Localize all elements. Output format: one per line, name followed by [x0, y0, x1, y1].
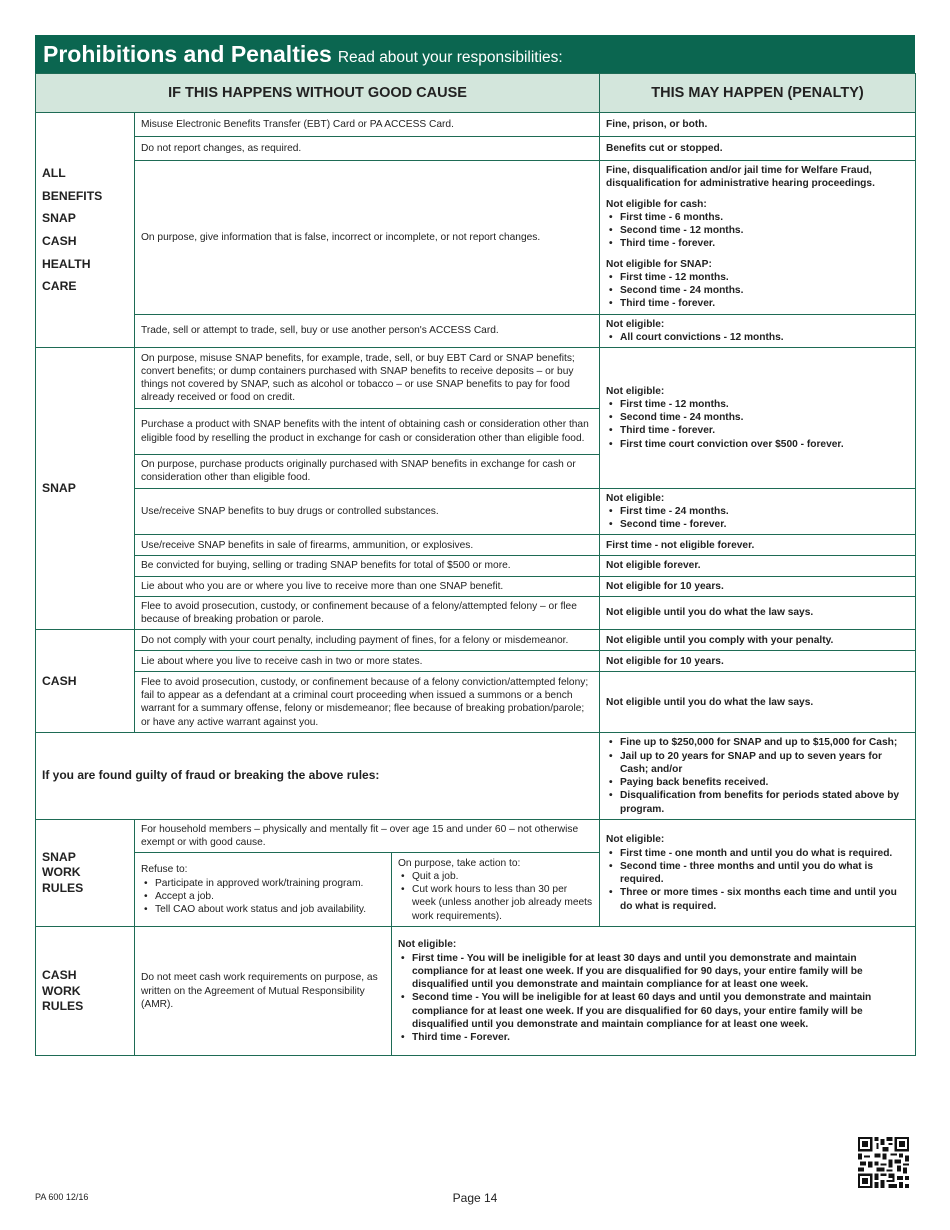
penalty-cell: Fine, disqualification and/or jail time for Welfare Fraud, disqualification for administrative hearing proceedings. Not eligible for cash: • First time - 6 months. • Second time - 12 months. • Third time - forever. Not eligible for SNAP: • First time - 12 months. • Second time - 24 months. • Third time - forever.: [600, 161, 916, 315]
penalty-cell: Not eligible for 10 years.: [600, 576, 916, 596]
penalty-cell: Not eligible until you do what the law says.: [600, 596, 916, 630]
table-row: [36, 927, 916, 1056]
category-all-benefits: ALL BENEFITS SNAP CASH HEALTH CARE: [36, 113, 135, 348]
cause-cell: For household members – physically and mentally fit – over age 15 and under 60 – not otherwise exempt or with good cause.: [135, 819, 600, 853]
penalty-cell: Not eligible: • First time - 12 months. • Second time - 24 months. • Third time - forever. • First time court conviction over $500 - forever.: [600, 348, 916, 489]
penalty-cell: Not eligible: • First time - one month and until you do what is required. • Second time - three months and until you do what is required. • Three or more times - six months each time and until you do what is required.: [600, 819, 916, 927]
list-item: • Quit a job.: [412, 870, 593, 883]
list-item: • Second time - 24 months.: [620, 284, 909, 297]
category-cash-work-rules: CASH WORK RULES: [36, 927, 135, 1056]
list-item: • Three or more times - six months each time and until you do what is required.: [620, 886, 909, 913]
list-item: • Second time - You will be ineligible for at least 60 days and until you demonstrate and maintain compliance for at least one week. If you are disqualified for 60 days, your entire family will be disqualified until you demonstrate and maintain compliance for at least one week.: [412, 991, 909, 1031]
list-item: • Tell CAO about work status and job availability.: [155, 903, 385, 916]
cause-cell: Be convicted for buying, selling or trading SNAP benefits for total of $500 or more.: [135, 556, 600, 576]
cause-cell: Trade, sell or attempt to trade, sell, buy or use another person's ACCESS Card.: [135, 314, 600, 348]
list-item: • First time - 6 months.: [620, 211, 909, 224]
table-row: [36, 314, 916, 348]
cause-cell: Flee to avoid prosecution, custody, or confinement because of a felony conviction/attempted felony; fail to appear as a defendant at a criminal court proceeding when issued a summons or a bench warrant for a summary offense, felony or misdemeanor; flee because of breaking probation/parole; or have any active warrant against you.: [135, 672, 600, 733]
category-snap-work-rules: SNAP WORK RULES: [36, 819, 135, 927]
table-row: [36, 733, 916, 820]
list-item: • Accept a job.: [155, 890, 385, 903]
penalty-cell: Not eligible for 10 years.: [600, 651, 916, 672]
list-item: • First time - 12 months.: [620, 271, 909, 284]
penalty-cell: Not eligible until you do what the law says.: [600, 672, 916, 733]
form-number: PA 600 12/16: [35, 1192, 89, 1202]
table-row: [36, 535, 916, 556]
cause-cell: Flee to avoid prosecution, custody, or confinement because of a felony/attempted felony – or flee because of breaking probation or parole.: [135, 596, 600, 630]
list-item: • Jail up to 20 years for SNAP and up to seven years for Cash; and/or: [620, 750, 909, 777]
list-item: • Fine up to $250,000 for SNAP and up to $15,000 for Cash;: [620, 736, 909, 749]
cause-cell: Lie about where you live to receive cash in two or more states.: [135, 651, 600, 672]
list-item: • First time - one month and until you do what is required.: [620, 847, 909, 860]
table-row: [36, 161, 916, 315]
penalties-table: [35, 73, 916, 1056]
fraud-statement: If you are found guilty of fraud or breaking the above rules:: [36, 733, 600, 820]
table-row: [36, 651, 916, 672]
cause-cell: Use/receive SNAP benefits to buy drugs or controlled substances.: [135, 488, 600, 535]
list-item: • First time - 24 months.: [620, 505, 909, 518]
list-item: • All court convictions - 12 months.: [620, 331, 909, 344]
list-item: • Participate in approved work/training program.: [155, 877, 385, 890]
title-bar: [35, 35, 915, 73]
penalty-cell: Benefits cut or stopped.: [600, 137, 916, 161]
penalty-cell: [600, 733, 916, 820]
list-item: • Second time - three months and until you do what is required.: [620, 860, 909, 887]
cause-cell: On purpose, purchase products originally purchased with SNAP benefits in exchange for cash or consideration other than eligible food.: [135, 455, 600, 489]
list-item: • Third time - Forever.: [412, 1031, 909, 1044]
table-row: [36, 672, 916, 733]
penalty-cell: First time - not eligible forever.: [600, 535, 916, 556]
list-item: • Third time - forever.: [620, 297, 909, 310]
penalty-cell: Not eligible: • First time - You will be ineligible for at least 30 days and until you demonstrate and maintain compliance for at least one week. If you are disqualified for 90 days, your entire family will be disqualified until you demonstrate and maintain compliance for at least one week. • Second time - You will be ineligible for at least 60 days and until you demonstrate and maintain compliance for at least one week. If you are disqualified for 60 days, your entire family will be disqualified until you demonstrate and maintain compliance for at least one week. • Third time - Forever.: [392, 927, 916, 1056]
cause-cell: Do not report changes, as required.: [135, 137, 600, 161]
list-item: • Second time - 24 months.: [620, 411, 909, 424]
penalty-cell: Not eligible: • First time - 24 months. • Second time - forever.: [600, 488, 916, 535]
table-row: [36, 348, 916, 409]
table-row: [36, 113, 916, 137]
table-row: [36, 819, 916, 853]
page-number: Page 14: [452, 1191, 498, 1205]
qr-code-icon: [858, 1137, 909, 1188]
column-header-penalty: THIS MAY HAPPEN (PENALTY): [600, 74, 916, 113]
cause-cell: Use/receive SNAP benefits in sale of firearms, ammunition, or explosives.: [135, 535, 600, 556]
list-item: • First time court conviction over $500 - forever.: [620, 438, 909, 451]
list-item: • First time - You will be ineligible for at least 30 days and until you demonstrate and maintain compliance for at least one week. If you are disqualified for 90 days, your entire family will be disqualified until you demonstrate and maintain compliance for at least one week.: [412, 952, 909, 992]
table-row: [36, 488, 916, 535]
cause-cell: Do not meet cash work requirements on purpose, as written on the Agreement of Mutual Responsibility (AMR).: [135, 927, 392, 1056]
list-item: • Third time - forever.: [620, 424, 909, 437]
list-item: • Third time - forever.: [620, 237, 909, 250]
category-snap: SNAP: [36, 348, 135, 630]
table-row: [36, 137, 916, 161]
penalty-cell: Not eligible until you comply with your penalty.: [600, 630, 916, 651]
penalty-cell: Not eligible: • All court convictions - 12 months.: [600, 314, 916, 348]
cause-cell: On purpose, misuse SNAP benefits, for example, trade, sell, or buy EBT Card or SNAP benefits; convert benefits; or dump containers purchased with SNAP benefits to receive deposits – or buy things not covered by SNAP, such as alcohol or tobacco – or use SNAP benefits to pay for food already received or food on credit.: [135, 348, 600, 409]
page-subtitle: Read about your responsibilities:: [337, 49, 563, 66]
list-item: • First time - 12 months.: [620, 398, 909, 411]
page-title: Prohibitions and Penalties: [43, 41, 332, 67]
penalty-cell: Not eligible forever.: [600, 556, 916, 576]
cause-cell: Refuse to: • Participate in approved work/training program. • Accept a job. • Tell CAO about work status and job availability.: [135, 853, 392, 927]
cause-cell: Misuse Electronic Benefits Transfer (EBT) Card or PA ACCESS Card.: [135, 113, 600, 137]
table-row: [36, 576, 916, 596]
cause-cell: On purpose, take action to: • Quit a job. • Cut work hours to less than 30 per week (unless another job already meets work requirements).: [392, 853, 600, 927]
column-header-cause: IF THIS HAPPENS WITHOUT GOOD CAUSE: [36, 74, 600, 113]
cause-cell: On purpose, give information that is false, incorrect or incomplete, or not report changes.: [135, 161, 600, 315]
table-row: [36, 630, 916, 651]
table-row: [36, 556, 916, 576]
penalty-cell: Fine, prison, or both.: [600, 113, 916, 137]
cause-cell: Lie about who you are or where you live to receive more than one SNAP benefit.: [135, 576, 600, 596]
list-item: • Paying back benefits received.: [620, 776, 909, 789]
category-cash: CASH: [36, 630, 135, 733]
cause-cell: Purchase a product with SNAP benefits with the intent of obtaining cash or consideration other than eligible food by reselling the product in exchange for cash or consideration other than eligible food.: [135, 409, 600, 455]
table-row: [36, 596, 916, 630]
list-item: • Second time - 12 months.: [620, 224, 909, 237]
cause-cell: Do not comply with your court penalty, including payment of fines, for a felony or misdemeanor.: [135, 630, 600, 651]
list-item: • Cut work hours to less than 30 per week (unless another job already meets work requirements).: [412, 883, 593, 923]
list-item: • Disqualification from benefits for periods stated above by program.: [620, 789, 909, 816]
list-item: • Second time - forever.: [620, 518, 909, 531]
